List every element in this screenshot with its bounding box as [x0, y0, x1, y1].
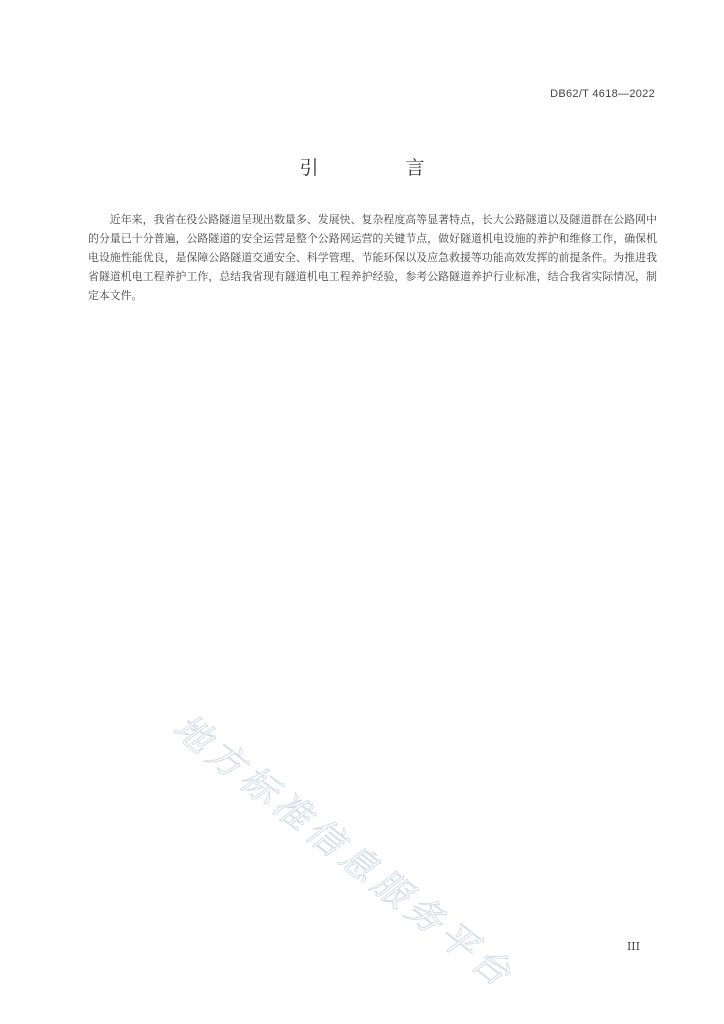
body-paragraph: 近年来，我省在役公路隧道呈现出数量多、发展快、复杂程度高等显著特点，长大公路隧道以及隧道群在公路网中的分量已十分普遍，公路隧道的安全运营是整个公路网运营的关键节点，做好隧道机电设施的养护和维修工作，确保机电设施性能优良，是保障公路隧道交通安全、科学管理、节能环保以及应急救援等功能高效发挥的前提条件。为推进我省隧道机电工程养护工作，总结我省现有隧道机电工程养护经验，参考公路隧道养护行业标准，结合我省实际情况，制定本文件。: [88, 213, 657, 302]
watermark: 地方标准信息服务平台: [165, 706, 522, 998]
page-number: III: [626, 940, 640, 953]
document-code: DB62/T 4618—2022: [550, 88, 655, 100]
section-title: 引 言: [299, 157, 459, 179]
